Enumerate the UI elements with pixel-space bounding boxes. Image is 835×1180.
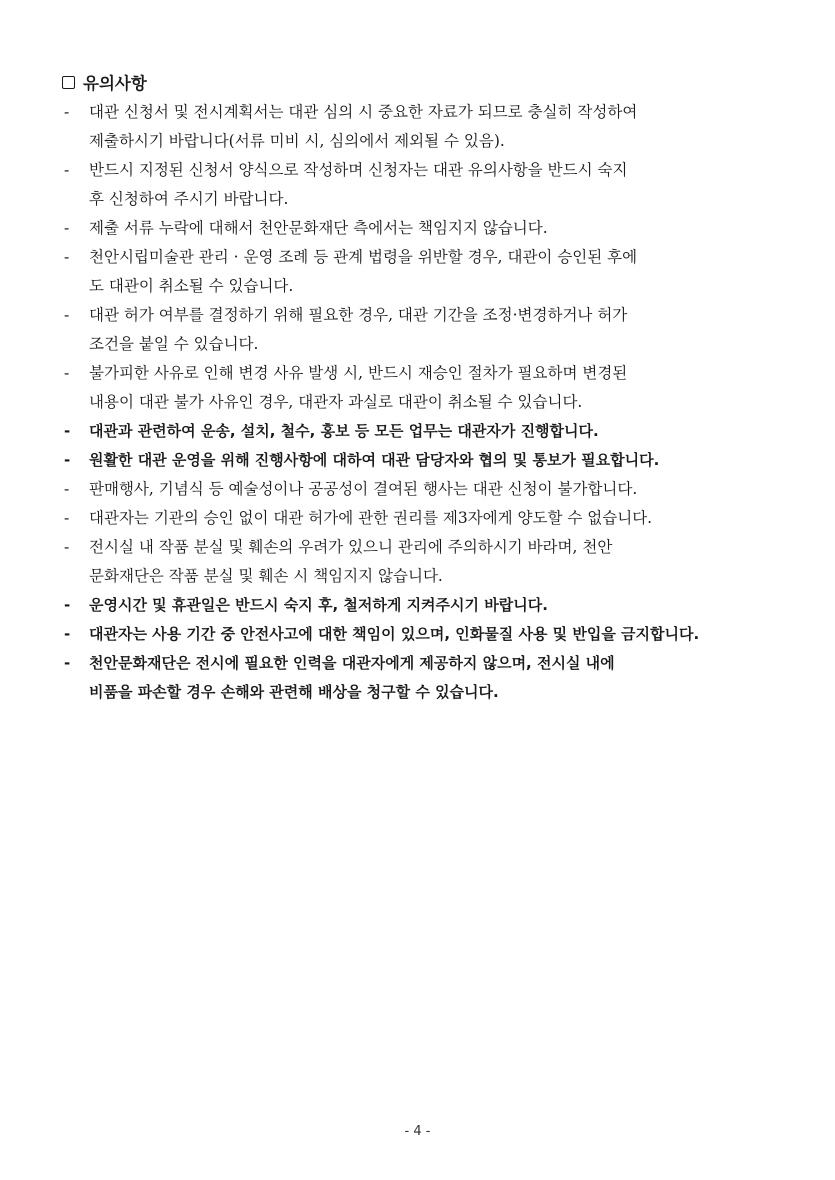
note-text: 대관자는 기관의 승인 없이 대관 허가에 관한 권리를 제3자에게 양도할 수 없습니다.	[89, 509, 653, 527]
note-text: 불가피한 사유로 인해 변경 사유 발생 시, 반드시 재승인 절차가 필요하며 변경된 내용이 대관 불가 사유인 경우, 대관자 과실로 대관이 취소될 수 있습니다.	[89, 364, 628, 411]
note-text: 천안시립미술관 관리 · 운영 조례 등 관계 법령을 위반할 경우, 대관이 승인된 후에 도 대관이 취소될 수 있습니다.	[89, 248, 638, 295]
note-text: 원활한 대관 운영을 위해 진행사항에 대하여 대관 담당자와 협의 및 통보가 필요합니다.	[89, 451, 660, 469]
dash-marker: -	[64, 219, 70, 237]
dash-marker: -	[64, 625, 71, 643]
dash-marker: -	[64, 538, 70, 556]
note-item	[62, 98, 777, 156]
note-item-emphasis	[62, 649, 777, 707]
note-item	[62, 475, 777, 504]
section-heading	[62, 70, 147, 94]
note-item	[62, 504, 777, 533]
note-item-emphasis	[62, 417, 777, 446]
dash-marker: -	[64, 451, 71, 469]
note-item	[62, 156, 777, 214]
note-text: 대관 신청서 및 전시계획서는 대관 심의 시 중요한 자료가 되므로 충실히 작성하여 제출하시기 바랍니다(서류 미비 시, 심의에서 제외될 수 있음).	[89, 103, 638, 150]
note-item-emphasis	[62, 620, 777, 649]
dash-marker: -	[64, 480, 70, 498]
dash-marker: -	[64, 422, 71, 440]
section-title-text: 유의사항	[83, 74, 147, 93]
note-item	[62, 243, 777, 301]
dash-marker: -	[64, 103, 70, 121]
dash-marker: -	[64, 306, 70, 324]
notes-list	[62, 98, 777, 707]
dash-marker: -	[64, 364, 70, 382]
note-item-emphasis	[62, 591, 777, 620]
dash-marker: -	[64, 596, 71, 614]
checkbox-square-icon	[62, 76, 75, 89]
dash-marker: -	[64, 161, 70, 179]
dash-marker: -	[64, 509, 70, 527]
note-text: 대관자는 사용 기간 중 안전사고에 대한 책임이 있으며, 인화물질 사용 및 반입을 금지합니다.	[89, 625, 700, 643]
note-text: 천안문화재단은 전시에 필요한 인력을 대관자에게 제공하지 않으며, 전시실 내에 비품을 파손할 경우 손해와 관련해 배상을 청구할 수 있습니다.	[89, 654, 615, 701]
note-item	[62, 533, 777, 591]
dash-marker: -	[64, 248, 70, 266]
note-text: 운영시간 및 휴관일은 반드시 숙지 후, 철저하게 지켜주시기 바랍니다.	[89, 596, 548, 614]
note-item	[62, 214, 777, 243]
note-text: 제출 서류 누락에 대해서 천안문화재단 측에서는 책임지지 않습니다.	[89, 219, 548, 237]
note-item-emphasis	[62, 446, 777, 475]
note-item	[62, 359, 777, 417]
page-number: - 4 -	[404, 1124, 431, 1139]
note-text: 대관과 관련하여 운송, 설치, 철수, 홍보 등 모든 업무는 대관자가 진행합니다.	[89, 422, 599, 440]
note-text: 판매행사, 기념식 등 예술성이나 공공성이 결여된 행사는 대관 신청이 불가합니다.	[89, 480, 638, 498]
note-text: 반드시 지정된 신청서 양식으로 작성하며 신청자는 대관 유의사항을 반드시 숙지 후 신청하여 주시기 바랍니다.	[89, 161, 628, 208]
dash-marker: -	[64, 654, 71, 672]
note-text: 대관 허가 여부를 결정하기 위해 필요한 경우, 대관 기간을 조정·변경하거나 허가 조건을 붙일 수 있습니다.	[89, 306, 628, 353]
note-text: 전시실 내 작품 분실 및 훼손의 우려가 있으니 관리에 주의하시기 바라며, 천안 문화재단은 작품 분실 및 훼손 시 책임지지 않습니다.	[89, 538, 613, 585]
note-item	[62, 301, 777, 359]
